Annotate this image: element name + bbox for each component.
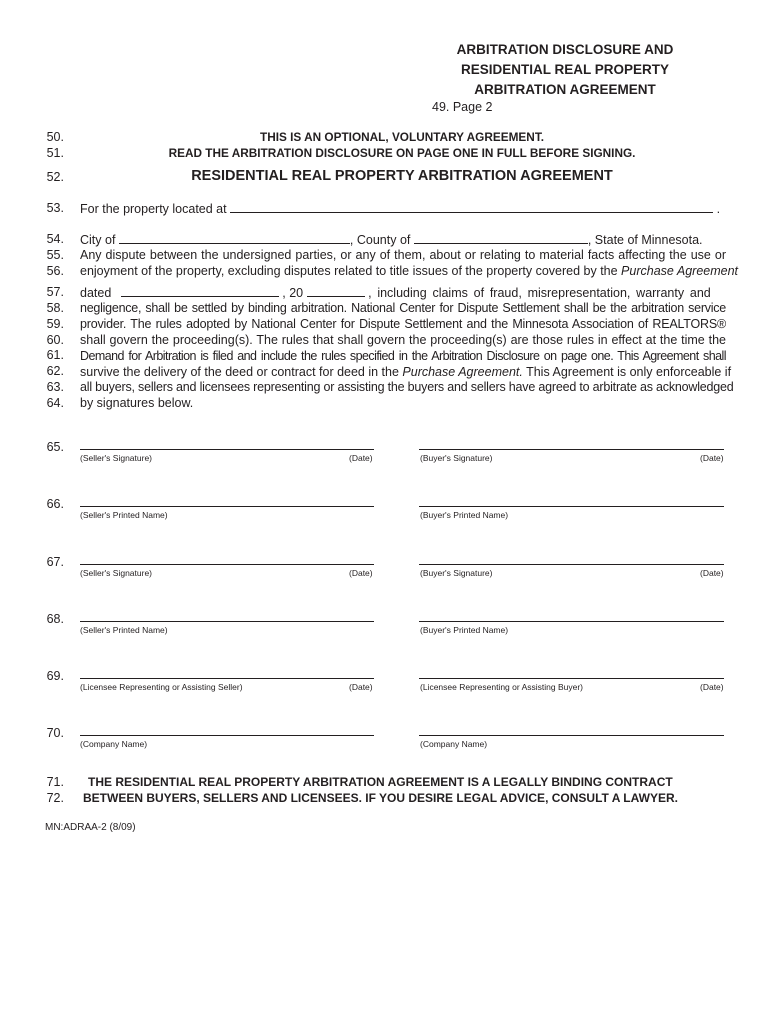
seller-company-caption: (Company Name) — [80, 739, 148, 749]
buyer-printed-name-caption: (Buyer's Printed Name) — [420, 510, 509, 520]
line-number: 60. — [46, 333, 64, 347]
title-line-1: ARBITRATION DISCLOSURE AND — [456, 42, 674, 57]
seller-company-line[interactable] — [80, 735, 374, 736]
line-number: 66. — [46, 497, 64, 511]
body-line-55: Any dispute between the undersigned parties, or any of them, about or relating to material facts affecting the use or — [80, 248, 726, 262]
body-line-60: shall govern the proceeding(s). The rules that shall govern the proceeding(s) are those rules in effect at the time the — [80, 332, 726, 347]
line-number: 63. — [46, 380, 64, 394]
body-line-62-end: This Agreement is only enforceable if — [522, 364, 732, 379]
property-location-row — [80, 201, 720, 216]
seller-signature-line-2[interactable] — [80, 564, 374, 565]
binding-contract-notice-line-1: THE RESIDENTIAL REAL PROPERTY ARBITRATION AGREEMENT IS A LEGALLY BINDING CONTRACT — [88, 775, 673, 789]
year-prefix: , 20 — [282, 286, 304, 300]
agreement-date-field[interactable] — [121, 285, 279, 297]
body-line-63: all buyers, sellers and licensees representing or assisting the buyers and sellers have agreed to arbitrate as acknowledged — [80, 380, 734, 395]
date-caption: (Date) — [349, 682, 373, 692]
county-field[interactable] — [414, 232, 588, 244]
purchase-agreement-term: Purchase Agreement. — [402, 364, 523, 379]
city-county-row — [80, 232, 703, 247]
state-text: , State of Minnesota. — [587, 233, 703, 247]
seller-printed-name-line-2[interactable] — [80, 621, 374, 622]
buyer-signature-line-2[interactable] — [419, 564, 724, 565]
date-caption: (Date) — [349, 568, 373, 578]
dispute-paragraph-a — [80, 248, 739, 280]
form-code: MN:ADRAA-2 (8/09) — [45, 822, 136, 833]
dated-label: dated — [80, 286, 112, 300]
line-number: 61. — [46, 348, 64, 362]
seller-signature-line-1[interactable] — [80, 449, 374, 450]
page-label: 49. Page 2 — [432, 100, 493, 114]
binding-contract-notice-line-2: BETWEEN BUYERS, SELLERS AND LICENSEES. IF YOU DESIRE LEGAL ADVICE, CONSULT A LAWYER. — [83, 791, 678, 805]
dispute-paragraph-b — [80, 301, 734, 412]
date-caption: (Date) — [349, 453, 373, 463]
line-number: 64. — [46, 396, 64, 410]
line-number: 71. — [46, 775, 64, 789]
buyer-printed-name-line-1[interactable] — [419, 506, 724, 507]
date-caption: (Date) — [700, 453, 724, 463]
seller-printed-name-caption: (Seller's Printed Name) — [80, 510, 168, 520]
buyer-printed-name-line-2[interactable] — [419, 621, 724, 622]
city-field[interactable] — [119, 232, 350, 244]
period: . — [716, 202, 721, 216]
line-number: 65. — [46, 440, 64, 454]
title-line-3: ARBITRATION AGREEMENT — [474, 82, 656, 97]
body-line-59: provider. The rules adopted by National Center for Dispute Settlement and the Minnesota Association of REALTORS® — [80, 316, 726, 331]
property-address-field[interactable] — [230, 201, 713, 213]
line-number: 68. — [46, 612, 64, 626]
agreement-year-field[interactable] — [307, 285, 365, 297]
seller-printed-name-line-1[interactable] — [80, 506, 374, 507]
buyer-company-caption: (Company Name) — [420, 739, 488, 749]
dated-row — [80, 285, 711, 300]
body-line-64: by signatures below. — [80, 396, 194, 411]
optional-notice: THIS IS AN OPTIONAL, VOLUNTARY AGREEMENT. — [259, 130, 544, 144]
line-number: 72. — [46, 791, 64, 805]
read-disclosure-notice: READ THE ARBITRATION DISCLOSURE ON PAGE ONE IN FULL BEFORE SIGNING. — [168, 146, 636, 160]
body-line-61: Demand for Arbitration is filed and include the rules specified in the Arbitration Disclosure on page one. This Agreement shall — [80, 348, 726, 363]
agreement-heading: RESIDENTIAL REAL PROPERTY ARBITRATION AGREEMENT — [191, 168, 613, 184]
line-number: 69. — [46, 669, 64, 683]
body-line-56-text: enjoyment of the property, excluding disputes related to title issues of the property covered by the — [80, 263, 622, 278]
date-caption: (Date) — [700, 568, 724, 578]
buyer-licensee-signature-line[interactable] — [419, 678, 724, 679]
line-number: 59. — [46, 317, 64, 331]
seller-signature-caption: (Seller's Signature) — [80, 453, 153, 463]
line-number: 58. — [46, 301, 64, 315]
title-line-2: RESIDENTIAL REAL PROPERTY — [460, 62, 670, 77]
line-number: 70. — [46, 726, 64, 740]
body-line-56 — [80, 263, 739, 280]
claims-text: , including claims of fraud, misrepresentation, warranty and — [368, 286, 711, 300]
line-number: 57. — [46, 285, 64, 299]
line-number: 50. — [46, 130, 64, 144]
seller-licensee-signature-line[interactable] — [80, 678, 374, 679]
seller-licensee-caption: (Licensee Representing or Assisting Seller) — [80, 682, 243, 692]
buyer-company-line[interactable] — [419, 735, 724, 736]
buyer-printed-name-caption: (Buyer's Printed Name) — [420, 625, 509, 635]
county-label: , County of — [349, 233, 411, 247]
body-line-58: negligence, shall be settled by binding arbitration. National Center for Dispute Settlement shall be the arbitration service — [80, 301, 726, 315]
property-location-label: For the property located at — [80, 202, 227, 216]
buyer-licensee-caption: (Licensee Representing or Assisting Buyer) — [420, 682, 583, 692]
line-number: 54. — [46, 232, 64, 246]
buyer-signature-caption: (Buyer's Signature) — [420, 568, 493, 578]
line-number: 55. — [46, 248, 64, 262]
buyer-signature-caption: (Buyer's Signature) — [420, 453, 493, 463]
purchase-agreement-term: Purchase Agreement — [621, 263, 739, 278]
line-number: 52. — [46, 170, 64, 184]
date-caption: (Date) — [700, 682, 724, 692]
line-number: 53. — [46, 201, 64, 215]
line-number: 56. — [46, 264, 64, 278]
seller-signature-caption: (Seller's Signature) — [80, 568, 153, 578]
body-line-62-text: survive the delivery of the deed or contract for deed in the — [80, 364, 403, 379]
buyer-signature-line-1[interactable] — [419, 449, 724, 450]
line-number: 67. — [46, 555, 64, 569]
body-line-62 — [80, 364, 732, 381]
line-number: 51. — [46, 146, 64, 160]
seller-printed-name-caption: (Seller's Printed Name) — [80, 625, 168, 635]
line-number: 62. — [46, 364, 64, 378]
city-label: City of — [80, 233, 116, 247]
